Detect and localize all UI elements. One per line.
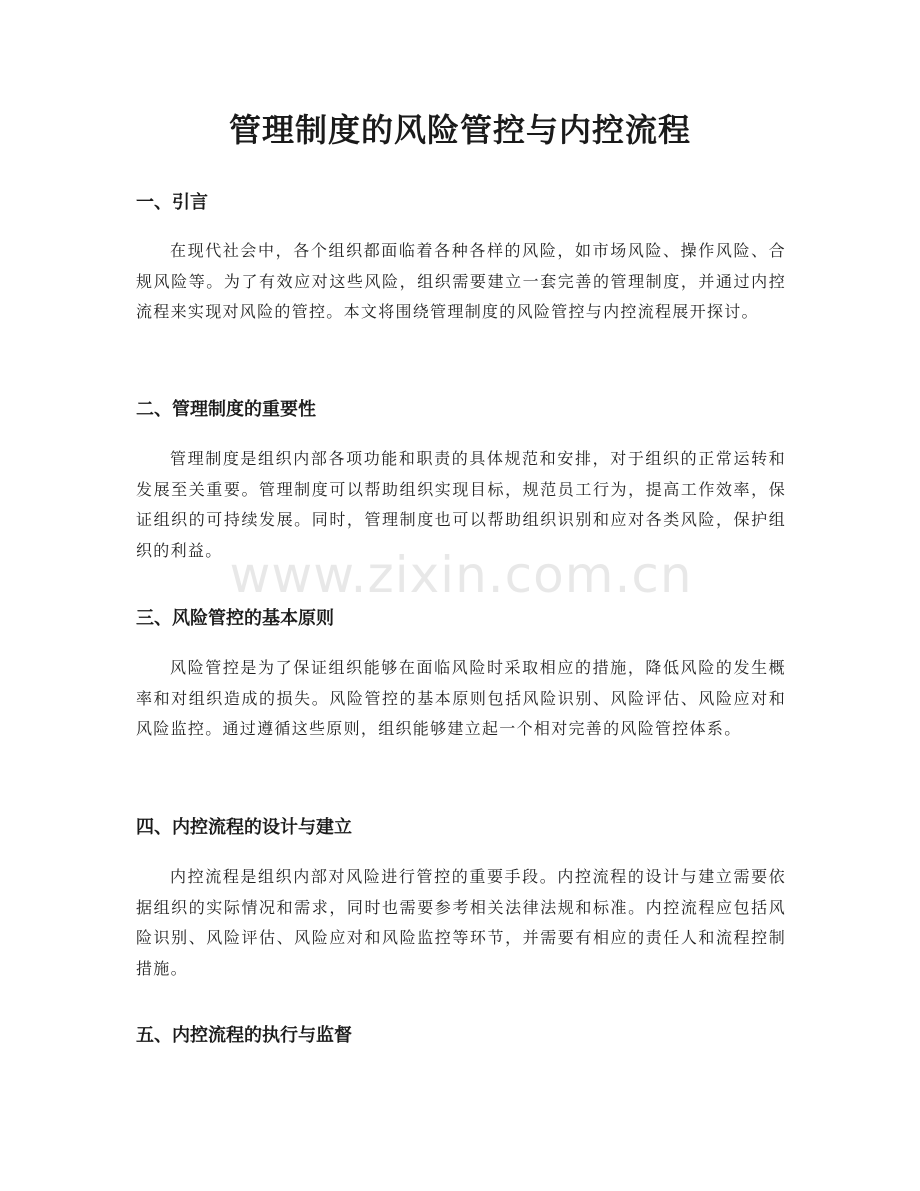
section-paragraph-principles: 风险管控是为了保证组织能够在面临风险时采取相应的措施，降低风险的发生概率和对组织造成的损失。风险管控的基本原则包括风险识别、风险评估、风险应对和风险监控。通过遵循这些原则，组织能够建立起一个相对完善的风险管控体系。 (136, 658, 786, 738)
section-heading-execution: 五、内控流程的执行与监督 (136, 1025, 352, 1046)
section-heading-design: 四、内控流程的设计与建立 (136, 817, 352, 838)
section-heading-importance: 二、管理制度的重要性 (136, 399, 316, 420)
section-paragraph-introduction: 在现代社会中，各个组织都面临着各种各样的风险，如市场风险、操作风险、合规风险等。为了有效应对这些风险，组织需要建立一套完善的管理制度，并通过内控流程来实现对风险的管控。本文将围绕管理制度的风险管控与内控流程展开探讨。 (136, 241, 786, 321)
document-title: 管理制度的风险管控与内控流程 (228, 111, 691, 149)
watermark-text: www.zixin.com.cn (229, 546, 693, 604)
section-paragraph-importance: 管理制度是组织内部各项功能和职责的具体规范和安排，对于组织的正常运转和发展至关重要。管理制度可以帮助组织实现目标，规范员工行为，提高工作效率，保证组织的可持续发展。同时，管理制度也可以帮助组织识别和应对各类风险，保护组织的利益。 (136, 449, 786, 560)
section-paragraph-design: 内控流程是组织内部对风险进行管控的重要手段。内控流程的设计与建立需要依据组织的实际情况和需求，同时也需要参考相关法律法规和标准。内控流程应包括风险识别、风险评估、风险应对和风险监控等环节，并需要有相应的责任人和流程控制措施。 (136, 867, 786, 978)
section-heading-introduction: 一、引言 (136, 192, 208, 213)
section-heading-principles: 三、风险管控的基本原则 (136, 608, 334, 629)
